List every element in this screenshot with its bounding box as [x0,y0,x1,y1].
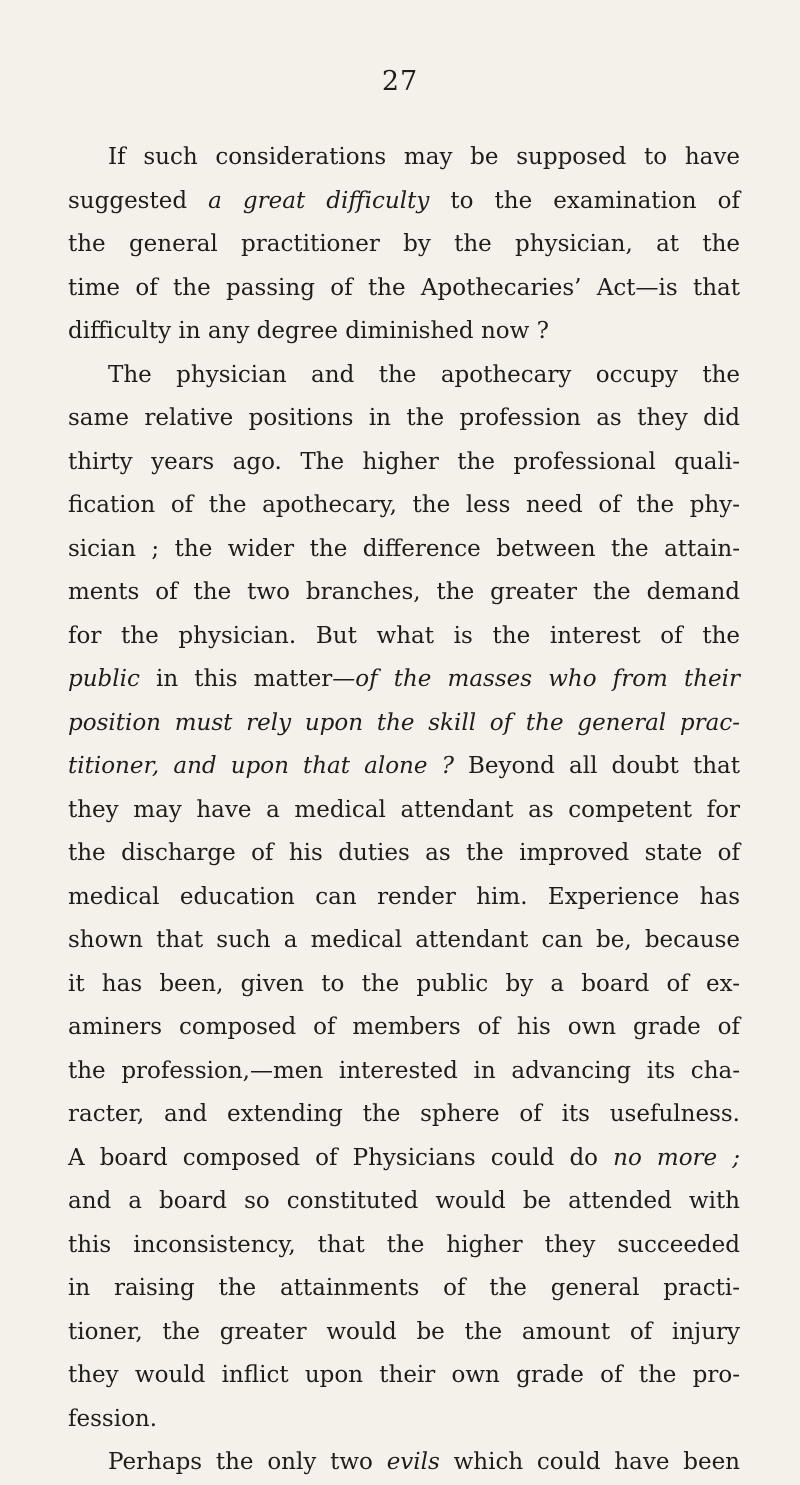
text-segment: difficulty in any degree diminished now ? [68,318,549,344]
text-line [68,484,740,528]
text-line [68,354,740,398]
text-segment: it has been, given to the public by a board of ex- [68,970,740,997]
text-line [68,397,740,441]
text-segment: which could have been [439,1449,740,1475]
text-segment: A board composed of Physicians could do [68,1144,614,1171]
italic-text: no more ; [613,1144,740,1171]
text-segment: they would inflict upon their own grade of the pro- [68,1362,740,1388]
body-text [68,136,740,1485]
text-segment: for the physician. But what is the interest of the [68,622,740,649]
text-segment: tioner, the greater would be the amount of injury [68,1318,740,1345]
text-segment: the profession,—men interested in advancing its cha- [68,1057,740,1084]
text-line [68,702,740,746]
text-line [68,267,740,311]
text-segment: in this matter— [139,666,356,692]
text-segment: suggested [68,187,209,214]
text-line [68,1224,740,1268]
italic-text: of the masses who from their [355,666,740,692]
text-segment: shown that such a medical attendant can be, because [68,927,740,953]
text-line [68,528,740,572]
text-line [68,1267,740,1311]
text-segment: aminers composed of members of his own grade of [68,1014,740,1040]
text-segment: in raising the attainments of the general practi- [68,1275,740,1301]
text-line [68,441,740,485]
text-line [68,1006,740,1050]
text-segment: time of the passing of the Apothecaries’ Act—is that [68,274,740,301]
text-line [68,1093,740,1137]
text-segment: and a board so constituted would be attended with [68,1188,740,1214]
text-line [68,832,740,876]
text-segment: the discharge of his duties as the improved state of [68,840,740,866]
text-segment: medical education can render him. Experience has [68,883,740,910]
text-segment: they may have a medical attendant as competent for [68,796,740,823]
text-segment: same relative positions in the profession as they did [68,405,740,431]
text-line [68,571,740,615]
text-line [68,615,740,659]
italic-text: position must rely upon the skill of the general prac- [68,709,740,736]
text-line [68,1398,740,1442]
text-line [68,658,740,702]
text-segment: Beyond all doubt that [453,753,740,779]
text-line [68,1050,740,1094]
text-segment: fication of the apothecary, the less need of the phy- [68,492,740,518]
page-number: 27 [381,66,419,97]
text-segment: racter, and extending the sphere of its usefulness. [68,1101,740,1127]
text-segment: If such considerations may be supposed to have [108,144,740,170]
text-line [68,310,740,354]
text-line [68,1180,740,1224]
text-line [68,876,740,920]
text-line [68,919,740,963]
italic-text: a great difficulty [208,187,430,214]
text-segment: Perhaps the only two [108,1449,387,1475]
text-segment: sician ; the wider the difference between the attain- [68,535,740,562]
text-segment: ments of the two branches, the greater the demand [68,579,740,605]
text-line [68,136,740,180]
text-line [68,745,740,789]
text-line [68,1354,740,1398]
text-line [68,180,740,224]
italic-text: titioner, and upon that alone ? [68,753,454,779]
text-line [68,1441,740,1485]
text-line [68,789,740,833]
text-segment: fession. [68,1405,158,1432]
text-line [68,223,740,267]
italic-text: evils [386,1449,440,1475]
text-line [68,963,740,1007]
text-line [68,1137,740,1181]
text-segment: to the examination of [429,187,740,214]
text-segment: this inconsistency, that the higher they succeeded [68,1231,740,1258]
text-segment: thirty years ago. The higher the professional quali- [68,448,740,475]
text-line [68,1311,740,1355]
text-segment: The physician and the apothecary occupy the [108,361,740,388]
text-segment: the general practitioner by the physician, at the [68,231,740,257]
italic-text: public [68,666,140,692]
